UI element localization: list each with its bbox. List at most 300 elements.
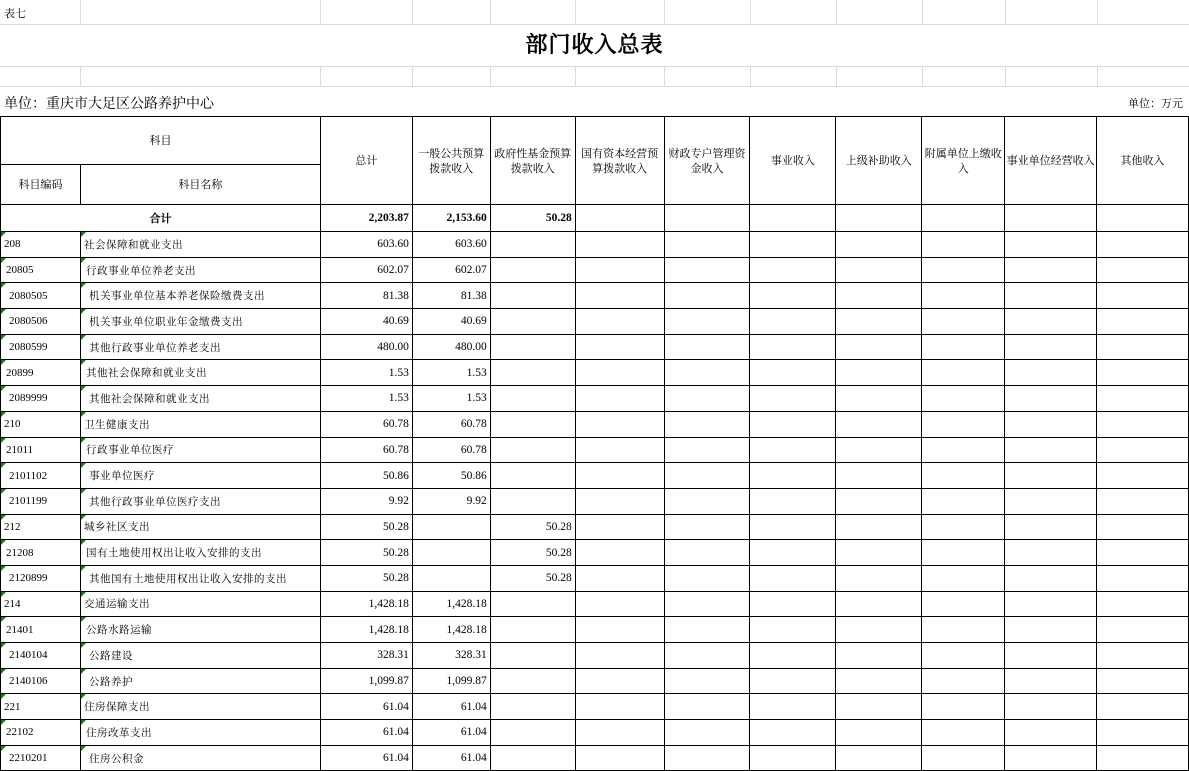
table-cell[interactable] [575, 488, 664, 514]
cell-general-budget[interactable]: 50.86 [412, 463, 490, 489]
table-cell[interactable] [922, 565, 1005, 591]
cell-general-budget[interactable]: 328.31 [412, 643, 490, 669]
cell-general-budget[interactable]: 1,099.87 [412, 668, 490, 694]
subject-code-text: 21208 [6, 546, 34, 559]
table-cell[interactable] [575, 617, 664, 643]
table-cell[interactable] [1005, 745, 1097, 771]
table-cell[interactable] [664, 617, 750, 643]
subject-code-text: 2080599 [9, 341, 48, 354]
table-cell[interactable] [750, 643, 836, 669]
subject-name-text: 行政事业单位医疗 [85, 444, 174, 457]
cell-total[interactable]: 50.86 [320, 463, 412, 489]
subject-name[interactable] [80, 411, 320, 437]
table-cell[interactable] [922, 617, 1005, 643]
table-cell[interactable] [1005, 437, 1097, 463]
table-cell[interactable] [836, 411, 922, 437]
table-cell[interactable] [922, 668, 1005, 694]
table-cell[interactable] [575, 257, 664, 283]
table-cell[interactable] [836, 334, 922, 360]
subject-name[interactable] [80, 514, 320, 540]
cell-gov-fund[interactable] [490, 668, 575, 694]
cell-total[interactable]: 602.07 [320, 257, 412, 283]
subject-code[interactable] [1, 745, 81, 771]
table-cell[interactable] [1097, 386, 1189, 412]
cell-gov-fund[interactable] [490, 334, 575, 360]
subject-code[interactable] [1, 591, 81, 617]
table-cell[interactable] [575, 334, 664, 360]
table-cell[interactable] [1005, 309, 1097, 335]
table-cell[interactable] [922, 411, 1005, 437]
table-cell[interactable] [575, 437, 664, 463]
table-cell[interactable] [922, 514, 1005, 540]
table-cell[interactable] [664, 232, 750, 258]
table-cell[interactable] [922, 257, 1005, 283]
subject-name-text: 住房公积金 [88, 752, 144, 765]
cell-total[interactable]: 50.28 [320, 565, 412, 591]
table-cell[interactable] [750, 591, 836, 617]
table-cell[interactable] [575, 283, 664, 309]
subject-code[interactable] [1, 437, 81, 463]
table-cell[interactable] [664, 591, 750, 617]
table-cell[interactable] [750, 360, 836, 386]
table-cell[interactable] [1097, 514, 1189, 540]
cell-gov-fund[interactable] [490, 360, 575, 386]
table-row [1, 565, 1189, 591]
table-cell[interactable] [575, 694, 664, 720]
table-cell[interactable] [922, 488, 1005, 514]
cell-total[interactable]: 50.28 [320, 540, 412, 566]
table-cell[interactable] [1097, 257, 1189, 283]
table-cell[interactable] [664, 694, 750, 720]
table-cell[interactable] [1005, 257, 1097, 283]
cell-indicator-icon [81, 515, 86, 520]
cell-total[interactable]: 60.78 [320, 437, 412, 463]
table-cell[interactable] [750, 617, 836, 643]
cell-total[interactable]: 40.69 [320, 309, 412, 335]
grid-line [0, 66, 1189, 67]
table-cell[interactable] [750, 540, 836, 566]
table-cell[interactable] [1097, 745, 1189, 771]
cell-gov-fund[interactable] [490, 745, 575, 771]
subject-code[interactable] [1, 720, 81, 746]
table-cell[interactable] [922, 720, 1005, 746]
subject-code[interactable] [1, 540, 81, 566]
table-cell[interactable] [836, 283, 922, 309]
table-cell[interactable] [1005, 540, 1097, 566]
table-cell[interactable] [1097, 565, 1189, 591]
table-cell [836, 205, 922, 232]
subject-name[interactable] [80, 232, 320, 258]
table-cell[interactable] [750, 437, 836, 463]
cell-total[interactable]: 328.31 [320, 643, 412, 669]
table-cell[interactable] [664, 437, 750, 463]
table-cell[interactable] [922, 540, 1005, 566]
cell-gov-fund[interactable] [490, 694, 575, 720]
table-cell[interactable] [664, 668, 750, 694]
cell-gov-fund[interactable] [490, 463, 575, 489]
cell-total[interactable]: 61.04 [320, 745, 412, 771]
table-row [1, 540, 1189, 566]
header-total: 总计 [320, 117, 412, 205]
table-cell[interactable] [922, 694, 1005, 720]
table-cell[interactable] [836, 617, 922, 643]
subject-code[interactable] [1, 694, 81, 720]
table-cell[interactable] [664, 540, 750, 566]
subject-code[interactable] [1, 668, 81, 694]
cell-gov-fund[interactable] [490, 283, 575, 309]
cell-general-budget[interactable] [412, 514, 490, 540]
table-cell[interactable] [575, 514, 664, 540]
table-cell[interactable] [922, 386, 1005, 412]
cell-indicator-icon [1, 386, 6, 391]
table-cell[interactable] [1097, 720, 1189, 746]
table-cell[interactable] [836, 232, 922, 258]
table-cell[interactable] [575, 360, 664, 386]
table-row [1, 257, 1189, 283]
subject-code[interactable] [1, 360, 81, 386]
table-cell[interactable] [1097, 283, 1189, 309]
subject-code-text: 2120899 [9, 572, 48, 585]
table-cell[interactable] [664, 643, 750, 669]
grid-line [664, 66, 665, 86]
cell-total[interactable]: 480.00 [320, 334, 412, 360]
cell-general-budget[interactable]: 60.78 [412, 437, 490, 463]
subject-name[interactable] [80, 591, 320, 617]
table-cell[interactable] [664, 745, 750, 771]
subject-name-text: 卫生健康支出 [83, 418, 150, 431]
table-cell[interactable] [1097, 617, 1189, 643]
table-cell[interactable] [836, 360, 922, 386]
cell-indicator-icon [81, 258, 86, 263]
table-cell[interactable] [1005, 488, 1097, 514]
header-fiscal-special: 财政专户管理资金收入 [664, 117, 750, 205]
table-cell[interactable] [750, 488, 836, 514]
table-cell[interactable] [1005, 643, 1097, 669]
cell-general-budget[interactable]: 61.04 [412, 745, 490, 771]
cell-gov-fund[interactable] [490, 437, 575, 463]
subject-code-text: 22102 [6, 726, 34, 739]
subject-name[interactable] [80, 565, 320, 591]
cell-total[interactable]: 1.53 [320, 360, 412, 386]
subject-code[interactable] [1, 232, 81, 258]
table-cell[interactable] [1005, 514, 1097, 540]
subject-name[interactable] [80, 745, 320, 771]
cell-general-budget[interactable]: 1.53 [412, 360, 490, 386]
table-cell[interactable] [575, 309, 664, 335]
cell-total[interactable]: 1,099.87 [320, 668, 412, 694]
table-cell[interactable] [836, 643, 922, 669]
income-summary-table [0, 116, 1189, 771]
subject-name-text: 城乡社区支出 [83, 521, 150, 534]
subject-code-text: 21401 [6, 623, 34, 636]
cell-gov-fund[interactable]: 50.28 [490, 514, 575, 540]
table-cell[interactable] [836, 565, 922, 591]
table-cell[interactable] [1005, 591, 1097, 617]
table-cell[interactable] [750, 386, 836, 412]
subject-code[interactable] [1, 463, 81, 489]
cell-gov-fund[interactable] [490, 257, 575, 283]
table-cell[interactable] [750, 694, 836, 720]
table-cell[interactable] [750, 411, 836, 437]
table-cell[interactable] [922, 463, 1005, 489]
cell-total[interactable]: 1.53 [320, 386, 412, 412]
cell-general-budget[interactable]: 1,428.18 [412, 591, 490, 617]
cell-gov-fund[interactable]: 50.28 [490, 565, 575, 591]
subject-name[interactable] [80, 643, 320, 669]
table-cell[interactable] [1005, 668, 1097, 694]
subject-name[interactable] [80, 694, 320, 720]
cell-general-budget[interactable]: 9.92 [412, 488, 490, 514]
cell-gov-fund[interactable] [490, 591, 575, 617]
table-cell[interactable] [836, 463, 922, 489]
cell-total[interactable]: 1,428.18 [320, 591, 412, 617]
table-cell[interactable] [836, 488, 922, 514]
cell-indicator-icon [1, 309, 6, 314]
cell-gov-fund[interactable] [490, 386, 575, 412]
cell-general-budget[interactable] [412, 540, 490, 566]
subject-code[interactable] [1, 334, 81, 360]
subject-name[interactable] [80, 386, 320, 412]
table-cell[interactable] [836, 540, 922, 566]
subject-name-text: 机关事业单位职业年金缴费支出 [88, 315, 243, 328]
table-cell [1005, 205, 1097, 232]
table-cell[interactable] [1005, 720, 1097, 746]
cell-general-budget[interactable]: 602.07 [412, 257, 490, 283]
table-cell[interactable] [664, 488, 750, 514]
table-cell[interactable] [1005, 232, 1097, 258]
table-cell[interactable] [1097, 643, 1189, 669]
table-cell[interactable] [836, 591, 922, 617]
table-cell[interactable] [664, 514, 750, 540]
subject-name[interactable] [80, 283, 320, 309]
table-cell[interactable] [1005, 617, 1097, 643]
cell-general-budget[interactable]: 61.04 [412, 720, 490, 746]
subject-name[interactable] [80, 720, 320, 746]
table-cell[interactable] [1097, 360, 1189, 386]
subject-name[interactable] [80, 334, 320, 360]
cell-general-budget[interactable]: 61.04 [412, 694, 490, 720]
table-cell[interactable] [836, 720, 922, 746]
table-cell [664, 205, 750, 232]
table-cell[interactable] [922, 643, 1005, 669]
table-cell[interactable] [575, 540, 664, 566]
cell-total[interactable]: 50.28 [320, 514, 412, 540]
table-cell[interactable] [575, 591, 664, 617]
subject-name[interactable] [80, 540, 320, 566]
subject-code[interactable] [1, 411, 81, 437]
header-other: 其他收入 [1097, 117, 1189, 205]
table-cell[interactable] [836, 668, 922, 694]
subject-name[interactable] [80, 360, 320, 386]
table-cell[interactable] [922, 745, 1005, 771]
table-cell[interactable] [1097, 334, 1189, 360]
table-cell[interactable] [750, 565, 836, 591]
cell-gov-fund[interactable] [490, 411, 575, 437]
cell-gov-fund[interactable] [490, 617, 575, 643]
table-cell[interactable] [750, 334, 836, 360]
table-cell[interactable] [664, 565, 750, 591]
table-cell[interactable] [664, 309, 750, 335]
table-cell[interactable] [922, 437, 1005, 463]
table-cell[interactable] [575, 720, 664, 746]
cell-general-budget[interactable]: 1,428.18 [412, 617, 490, 643]
cell-total[interactable]: 61.04 [320, 694, 412, 720]
cell-indicator-icon [1, 438, 6, 443]
table-cell[interactable] [836, 257, 922, 283]
table-cell[interactable] [750, 463, 836, 489]
table-cell[interactable] [575, 643, 664, 669]
grid-line [80, 0, 81, 24]
subject-code[interactable] [1, 514, 81, 540]
table-cell[interactable] [575, 411, 664, 437]
cell-general-budget[interactable]: 1.53 [412, 386, 490, 412]
cell-gov-fund[interactable] [490, 643, 575, 669]
table-cell[interactable] [1097, 463, 1189, 489]
subject-name-text: 交通运输支出 [83, 598, 150, 611]
table-cell[interactable] [664, 720, 750, 746]
subject-code[interactable] [1, 257, 81, 283]
table-cell[interactable] [575, 565, 664, 591]
table-cell[interactable] [1097, 488, 1189, 514]
cell-general-budget[interactable]: 60.78 [412, 411, 490, 437]
grid-line [320, 0, 321, 24]
cell-general-budget[interactable]: 480.00 [412, 334, 490, 360]
table-cell[interactable] [664, 411, 750, 437]
cell-indicator-icon [81, 643, 86, 648]
table-cell[interactable] [836, 745, 922, 771]
table-cell[interactable] [664, 334, 750, 360]
table-row [1, 360, 1189, 386]
table-cell[interactable] [1097, 437, 1189, 463]
table-cell[interactable] [1097, 232, 1189, 258]
subject-name[interactable] [80, 463, 320, 489]
grid-line [922, 66, 923, 86]
table-cell[interactable] [750, 720, 836, 746]
grid-line [575, 0, 576, 24]
subject-name[interactable] [80, 437, 320, 463]
table-cell[interactable] [1097, 309, 1189, 335]
table-cell[interactable] [922, 232, 1005, 258]
table-cell[interactable] [836, 309, 922, 335]
cell-gov-fund[interactable] [490, 488, 575, 514]
subject-code[interactable] [1, 386, 81, 412]
subject-name-text: 其他行政事业单位医疗支出 [88, 495, 221, 508]
table-cell[interactable] [575, 386, 664, 412]
cell-gov-fund[interactable] [490, 309, 575, 335]
cell-total[interactable]: 61.04 [320, 720, 412, 746]
table-cell[interactable] [922, 360, 1005, 386]
table-cell[interactable] [1005, 463, 1097, 489]
table-cell[interactable] [836, 437, 922, 463]
table-cell[interactable] [1005, 360, 1097, 386]
cell-total[interactable]: 1,428.18 [320, 617, 412, 643]
cell-gov-fund[interactable] [490, 720, 575, 746]
cell-total[interactable]: 603.60 [320, 232, 412, 258]
table-row [1, 283, 1189, 309]
table-cell[interactable] [575, 232, 664, 258]
cell-total[interactable]: 9.92 [320, 488, 412, 514]
cell-general-budget[interactable]: 81.38 [412, 283, 490, 309]
table-cell[interactable] [1097, 591, 1189, 617]
table-cell[interactable] [1097, 668, 1189, 694]
cell-gov-fund[interactable] [490, 232, 575, 258]
cell-total[interactable]: 81.38 [320, 283, 412, 309]
cell-gov-fund[interactable]: 50.28 [490, 540, 575, 566]
table-cell[interactable] [750, 668, 836, 694]
subject-code[interactable] [1, 488, 81, 514]
cell-general-budget[interactable]: 603.60 [412, 232, 490, 258]
subject-code[interactable] [1, 617, 81, 643]
table-cell[interactable] [1005, 411, 1097, 437]
table-cell[interactable] [1097, 411, 1189, 437]
table-cell[interactable] [922, 334, 1005, 360]
table-cell[interactable] [1005, 565, 1097, 591]
subject-name-text: 其他社会保障和就业支出 [88, 392, 210, 405]
subject-name[interactable] [80, 309, 320, 335]
table-cell[interactable] [664, 360, 750, 386]
table-cell[interactable] [836, 386, 922, 412]
grid-line [1097, 0, 1098, 24]
subject-code[interactable] [1, 309, 81, 335]
table-cell[interactable] [664, 463, 750, 489]
grid-line [1097, 66, 1098, 86]
cell-indicator-icon [1, 232, 6, 237]
cell-indicator-icon [81, 412, 86, 417]
table-row [1, 411, 1189, 437]
table-cell[interactable] [922, 591, 1005, 617]
cell-general-budget[interactable]: 40.69 [412, 309, 490, 335]
table-cell[interactable] [664, 257, 750, 283]
table-cell[interactable] [836, 514, 922, 540]
table-cell[interactable] [1097, 540, 1189, 566]
table-cell[interactable] [836, 694, 922, 720]
totals-row [1, 205, 1189, 232]
cell-indicator-icon [81, 746, 86, 751]
subject-name[interactable] [80, 617, 320, 643]
header-state-capital: 国有资本经营预算拨款收入 [575, 117, 664, 205]
table-cell[interactable] [750, 309, 836, 335]
table-cell[interactable] [664, 386, 750, 412]
subject-name[interactable] [80, 488, 320, 514]
cell-total[interactable]: 60.78 [320, 411, 412, 437]
table-cell[interactable] [750, 283, 836, 309]
table-cell[interactable] [575, 668, 664, 694]
table-cell[interactable] [1005, 334, 1097, 360]
table-cell[interactable] [750, 232, 836, 258]
cell-general-budget[interactable] [412, 565, 490, 591]
table-cell[interactable] [922, 309, 1005, 335]
table-cell[interactable] [750, 257, 836, 283]
subject-name-text: 事业单位医疗 [88, 470, 155, 483]
grid-line [0, 24, 1189, 25]
subject-code[interactable] [1, 283, 81, 309]
table-cell[interactable] [750, 745, 836, 771]
table-cell[interactable] [922, 283, 1005, 309]
table-cell[interactable] [575, 463, 664, 489]
table-cell[interactable] [1005, 283, 1097, 309]
subject-code[interactable] [1, 643, 81, 669]
subject-code-text: 212 [4, 520, 21, 533]
subject-code[interactable] [1, 565, 81, 591]
subject-name[interactable] [80, 668, 320, 694]
table-cell[interactable] [750, 514, 836, 540]
subject-name[interactable] [80, 257, 320, 283]
table-cell[interactable] [1005, 386, 1097, 412]
table-cell[interactable] [1005, 694, 1097, 720]
table-cell[interactable] [664, 283, 750, 309]
table-cell[interactable] [1097, 694, 1189, 720]
table-cell[interactable] [575, 745, 664, 771]
